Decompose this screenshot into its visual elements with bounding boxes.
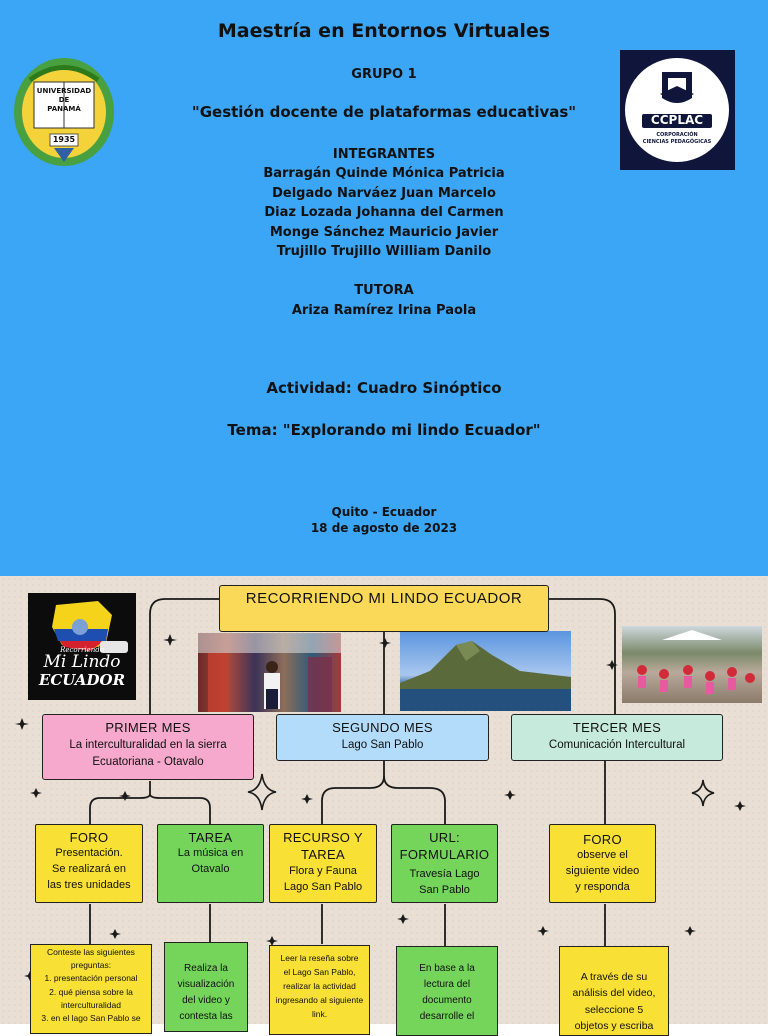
star-icon bbox=[734, 801, 746, 811]
task-title: FORMULARIO bbox=[399, 846, 490, 862]
detail-text: el Lago San Pablo, bbox=[283, 967, 356, 978]
detail-box bbox=[164, 942, 248, 1032]
logo-left-line1: UNIVERSIDAD bbox=[36, 87, 92, 95]
star-icon bbox=[30, 788, 42, 798]
logo-right-name: CCPLAC bbox=[650, 113, 704, 127]
badge-line2: Mi Lindo bbox=[43, 652, 121, 672]
month-subtitle: Lago San Pablo bbox=[341, 739, 424, 751]
detail-text: visualización bbox=[177, 979, 235, 990]
member-name: Barragán Quinde Mónica Patricia bbox=[263, 166, 505, 181]
detail-text: A través de su bbox=[580, 971, 648, 983]
task-title: TAREA bbox=[188, 830, 233, 845]
detail-text: Realiza la bbox=[184, 963, 228, 974]
detail-text: 3. en el lago San Pablo se bbox=[41, 1012, 141, 1023]
month-subtitle: La interculturalidad en la sierra bbox=[69, 739, 227, 751]
badge-line1: Recorriendo bbox=[60, 646, 104, 654]
star-icon bbox=[504, 790, 516, 800]
logo-right-sub2: CIENCIAS PEDAGÓGICAS bbox=[642, 138, 712, 145]
month-box-first bbox=[42, 714, 254, 780]
detail-text: desarrolle el bbox=[419, 1011, 475, 1022]
detail-text: interculturalidad bbox=[60, 999, 121, 1010]
detail-box bbox=[396, 946, 498, 1036]
star-icon bbox=[119, 791, 131, 801]
month-title: SEGUNDO MES bbox=[332, 720, 433, 735]
tutor-heading: TUTORA bbox=[354, 283, 414, 298]
member-name: Diaz Lozada Johanna del Carmen bbox=[264, 205, 504, 220]
tutor-name: Ariza Ramírez Irina Paola bbox=[291, 303, 477, 318]
detail-text: Leer la reseña sobre bbox=[280, 953, 359, 963]
star-icon bbox=[109, 929, 121, 939]
member-name: Delgado Narváez Juan Marcelo bbox=[272, 186, 496, 201]
logo-right-sub1: CORPORACIÓN bbox=[656, 132, 698, 138]
month-box-third bbox=[511, 714, 723, 761]
intercultural-dance-photo bbox=[622, 626, 762, 703]
month-subtitle: Ecuatoriana - Otavalo bbox=[92, 755, 204, 768]
detail-text: preguntas: bbox=[70, 960, 112, 971]
task-title: RECURSO Y bbox=[283, 830, 363, 845]
date-label: 18 de agosto de 2023 bbox=[310, 521, 458, 535]
sparkle-icon bbox=[692, 780, 714, 806]
task-text: observe el bbox=[577, 849, 628, 861]
task-title: FORO bbox=[583, 832, 622, 847]
detail-text: contesta las bbox=[179, 1011, 233, 1022]
star-icon bbox=[301, 794, 313, 804]
task-title: URL: bbox=[429, 830, 460, 845]
task-text: Se realizará en bbox=[52, 862, 126, 875]
task-box-tarea bbox=[157, 824, 264, 903]
detail-text: del video y bbox=[182, 995, 230, 1006]
detail-box bbox=[269, 945, 370, 1035]
topic-label: Tema: "Explorando mi lindo Ecuador" bbox=[227, 421, 541, 439]
member-name: Trujillo Trujillo William Danilo bbox=[276, 244, 492, 259]
task-box-foro-video bbox=[549, 824, 656, 903]
star-icon bbox=[606, 660, 618, 670]
logo-left-year: 1935 bbox=[52, 135, 76, 144]
detail-text: link. bbox=[311, 1009, 328, 1020]
detail-text: Conteste las siguientes bbox=[47, 947, 135, 957]
task-box-recurso-tarea bbox=[269, 824, 377, 903]
task-text: Travesía Lago bbox=[409, 867, 480, 880]
task-box-url-formulario bbox=[391, 824, 498, 903]
star-icon bbox=[163, 634, 177, 646]
badge-line3: ECUADOR bbox=[38, 670, 126, 689]
task-text: y responda bbox=[575, 880, 630, 893]
detail-text: realizar la actividad bbox=[283, 981, 356, 992]
task-text: San Pablo bbox=[419, 883, 470, 896]
member-name: Monge Sánchez Mauricio Javier bbox=[269, 225, 499, 240]
lago-san-pablo-photo bbox=[400, 631, 571, 711]
task-text: siguiente video bbox=[565, 864, 640, 877]
month-subtitle: Comunicación Intercultural bbox=[548, 739, 686, 751]
otavalo-market-photo bbox=[198, 633, 341, 712]
task-text: Lago San Pablo bbox=[283, 880, 363, 893]
synoptic-chart bbox=[0, 576, 768, 1032]
mi-lindo-ecuador-badge bbox=[28, 593, 136, 700]
task-text: las tres unidades bbox=[47, 878, 131, 891]
detail-text: 2. qué piensa sobre la bbox=[49, 986, 133, 997]
logo-left-line3: PANAMÁ bbox=[47, 104, 81, 113]
detail-text: 1. presentación personal bbox=[44, 973, 138, 984]
star-icon bbox=[379, 638, 391, 648]
month-title: TERCER MES bbox=[572, 720, 662, 735]
task-title: TAREA bbox=[301, 846, 345, 862]
detail-text: análisis del video, bbox=[572, 987, 656, 1000]
logo-left-line2: DE bbox=[58, 95, 70, 104]
activity-label: Actividad: Cuadro Sinóptico bbox=[266, 379, 502, 397]
task-title: FORO bbox=[69, 830, 109, 845]
detail-box bbox=[30, 944, 152, 1034]
task-text: Otavalo bbox=[191, 862, 230, 875]
chart-title: RECORRIENDO MI LINDO ECUADOR bbox=[245, 590, 523, 607]
place-label: Quito - Ecuador bbox=[331, 505, 437, 519]
star-icon bbox=[397, 914, 409, 924]
detail-text: objetos y escriba bbox=[574, 1019, 654, 1032]
star-icon bbox=[684, 926, 696, 936]
task-text: La música en bbox=[177, 847, 244, 859]
task-text: Flora y Fauna bbox=[289, 864, 357, 877]
detail-text: En base a la bbox=[419, 963, 475, 974]
detail-text: seleccione 5 bbox=[584, 1003, 644, 1016]
month-title: PRIMER MES bbox=[105, 720, 191, 735]
task-text: Presentación. bbox=[55, 847, 123, 859]
detail-box bbox=[559, 946, 669, 1036]
program-title: Maestría en Entornos Virtuales bbox=[217, 20, 551, 42]
project-title: "Gestión docente de plataformas educativas" bbox=[191, 103, 577, 121]
task-box-foro bbox=[35, 824, 143, 903]
chart-title-box bbox=[219, 585, 549, 632]
group-label: GRUPO 1 bbox=[351, 67, 417, 82]
detail-text: lectura del bbox=[423, 979, 471, 990]
star-icon bbox=[537, 926, 549, 936]
month-box-second bbox=[276, 714, 489, 761]
members-heading: INTEGRANTES bbox=[332, 147, 436, 162]
detail-text: ingresando al siguiente bbox=[275, 995, 364, 1006]
star-icon bbox=[15, 718, 29, 730]
detail-text: documento bbox=[422, 995, 472, 1006]
